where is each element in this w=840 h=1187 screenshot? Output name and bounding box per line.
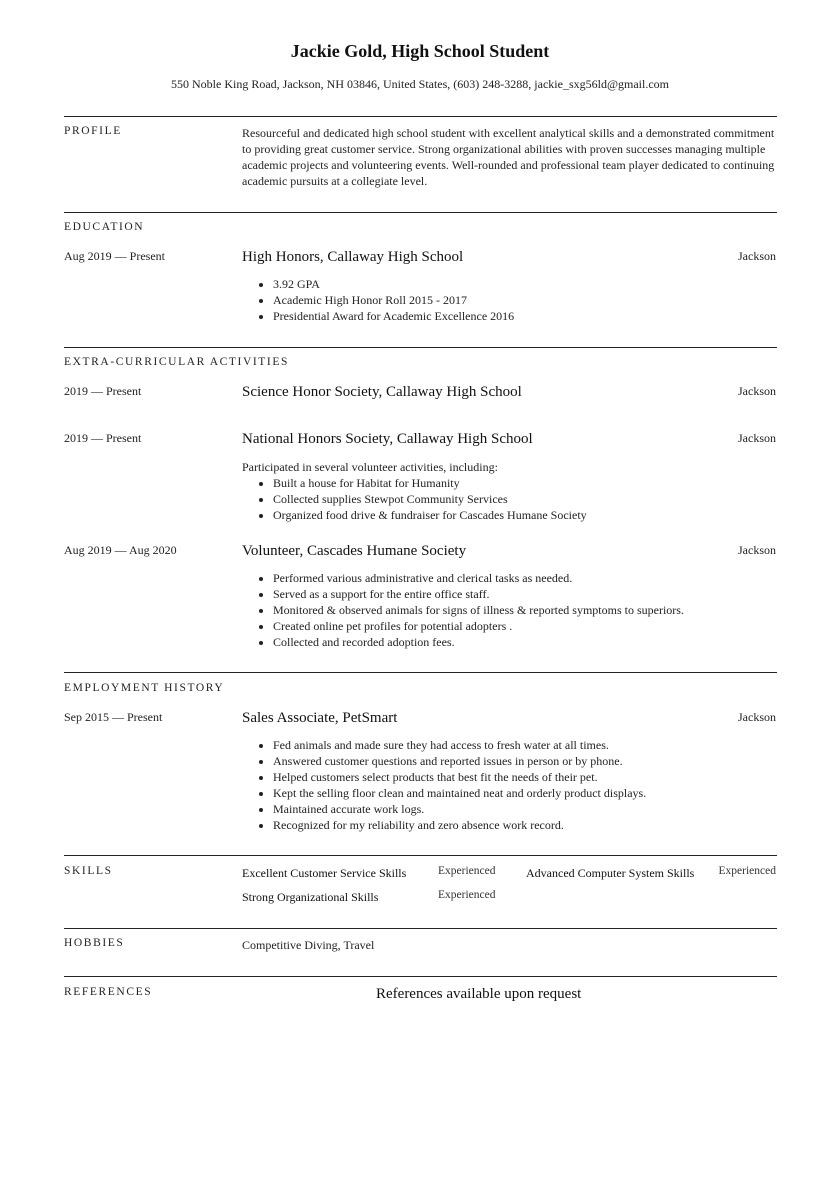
bullet-item: • Created online pet profiles for potential adopters . [273,618,783,634]
entry-title: Science Honor Society, Callaway High School [242,384,522,400]
section-divider [64,212,777,213]
education-heading: EDUCATION [64,221,145,233]
entry-bullets [257,475,783,523]
bullet-item: • Fed animals and made sure they had access to fresh water at all times. [273,737,783,753]
bullet-item: • Collected and recorded adoption fees. [273,634,783,650]
contact-line: 550 Noble King Road, Jackson, NH 03846, United States, (603) 248-3288, jackie_sxg56ld@gmail.com [171,77,669,91]
entry-date: Aug 2019 — Present [64,249,165,263]
profile-heading: PROFILE [64,125,122,137]
bullet-item: • Academic High Honor Roll 2015 - 2017 [273,292,783,308]
bullet-item: • Helped customers select products that best fit the needs of their pet. [273,769,783,785]
profile-text: Resourceful and dedicated high school student with excellent analytical skills and a demonstrated commitment to providing great customer service. Strong organizational abilities with proven successes managing multiple academic projects and volunteering events. Well-rounded and professional team player dedicated to continuing academic pursuits at a collegiate level. [242,126,775,188]
entry-location: Jackson [738,543,776,557]
references-heading: REFERENCES [64,986,153,998]
skill-level: Experienced [438,865,496,877]
section-divider [64,928,777,929]
entry-location: Jackson [738,249,776,263]
bullet-item: • Collected supplies Stewpot Community Services [273,491,783,507]
skills-heading: SKILLS [64,865,113,877]
entry-date: 2019 — Present [64,431,142,445]
entry-intro: Participated in several volunteer activities, including: [242,460,498,474]
bullet-item: • Answered customer questions and reported issues in person or by phone. [273,753,783,769]
bullet-item: • Presidential Award for Academic Excellence 2016 [273,308,783,324]
skill-level: Experienced [438,889,496,901]
references-text: References available upon request [376,986,582,1002]
entry-date: 2019 — Present [64,384,142,398]
skill-name: Strong Organizational Skills [242,890,379,904]
section-divider [64,855,777,856]
section-divider [64,672,777,673]
bullet-item: • Recognized for my reliability and zero absence work record. [273,817,783,833]
bullet-item: • Built a house for Habitat for Humanity [273,475,783,491]
hobbies-heading: HOBBIES [64,937,125,949]
entry-date: Aug 2019 — Aug 2020 [64,543,177,557]
activities-heading: EXTRA-CURRICULAR ACTIVITIES [64,356,289,368]
entry-location: Jackson [738,431,776,445]
section-divider [64,347,777,348]
bullet-item: • Kept the selling floor clean and maintained neat and orderly product displays. [273,785,783,801]
entry-bullets [257,276,783,324]
skill-name: Advanced Computer System Skills [526,866,695,880]
resume-name: Jackie Gold, High School Student [290,41,550,61]
entry-location: Jackson [738,384,776,398]
hobbies-text: Competitive Diving, Travel [242,938,375,952]
entry-title: High Honors, Callaway High School [242,249,464,265]
employment-heading: EMPLOYMENT HISTORY [64,682,225,694]
section-divider [64,976,777,977]
bullet-item: • Monitored & observed animals for signs of illness & reported symptoms to superiors. [273,602,783,618]
entry-title: National Honors Society, Callaway High School [242,431,533,447]
bullet-item: • Maintained accurate work logs. [273,801,783,817]
entry-location: Jackson [738,710,776,724]
bullet-item: • Organized food drive & fundraiser for Cascades Humane Society [273,507,783,523]
entry-bullets [257,737,783,833]
entry-date: Sep 2015 — Present [64,710,163,724]
bullet-item: • Served as a support for the entire office staff. [273,586,783,602]
skill-name: Excellent Customer Service Skills [242,866,407,880]
skill-level: Experienced [718,865,776,877]
bullet-item: • 3.92 GPA [273,276,783,292]
entry-title: Sales Associate, PetSmart [242,710,398,726]
entry-bullets [257,570,783,650]
bullet-item: • Performed various administrative and clerical tasks as needed. [273,570,783,586]
entry-title: Volunteer, Cascades Humane Society [242,543,467,559]
section-divider [64,116,777,117]
